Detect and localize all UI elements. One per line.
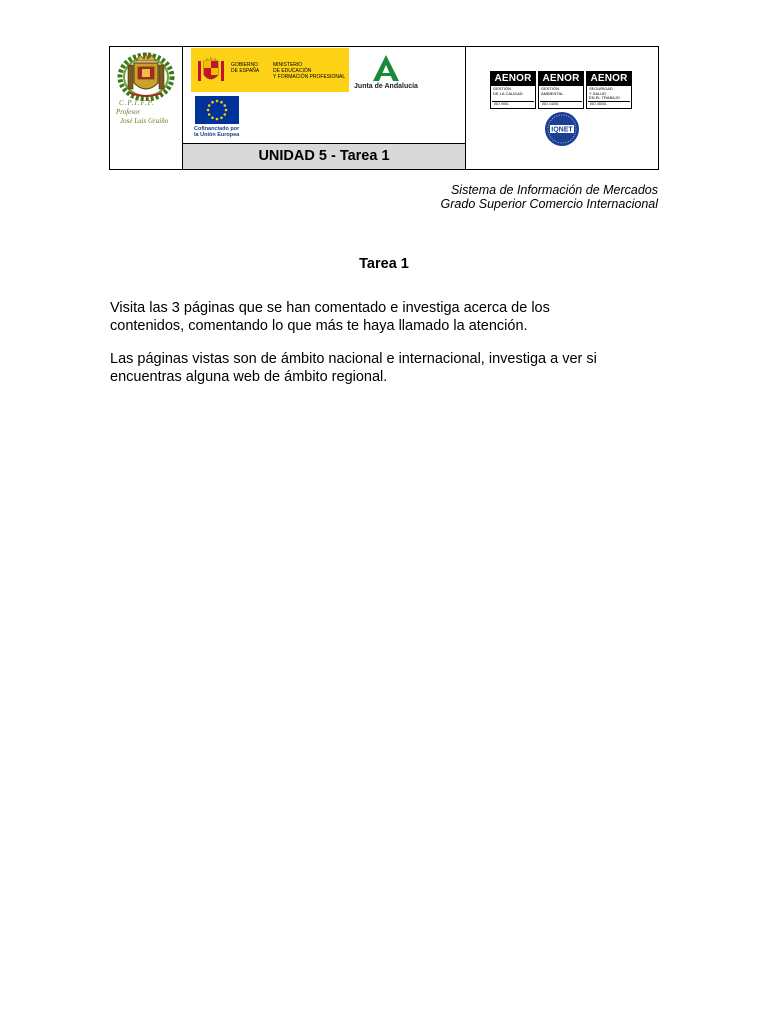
aenor-desc-line: DE LA CALIDAD — [493, 90, 523, 96]
aenor-code: ISO 14001 — [540, 101, 582, 107]
iqnet-label: IQNET — [551, 126, 573, 134]
aenor-code: ISO 9001 — [492, 101, 534, 107]
aenor-code: ISO 45001 — [588, 101, 630, 107]
gobierno-line: GOBIERNO — [231, 62, 258, 68]
iqnet-badge-icon — [543, 111, 581, 147]
ministerio-line: Y FORMACIÓN PROFESIONAL — [273, 74, 346, 80]
aenor-desc-line: GESTIÓN — [493, 86, 512, 91]
aenor-environment-badge — [538, 71, 584, 109]
eu-text-line: la Unión Europea — [194, 132, 240, 138]
eu-cofinanced-text — [194, 126, 239, 138]
unit-title: UNIDAD 5 - Tarea 1 — [183, 143, 466, 169]
ministerio-line: DE EDUCACIÓN — [273, 68, 312, 74]
gobierno-text — [231, 62, 259, 74]
crest-caption-line: Profesor — [116, 108, 141, 116]
course-subtitle — [300, 183, 658, 211]
gobierno-ministerio-logo — [191, 48, 349, 92]
aenor-desc-line: AMBIENTAL — [541, 90, 564, 96]
subject-name: Sistema de Información de Mercados — [450, 183, 658, 197]
aenor-desc-line: EN EL TRABAJO — [589, 95, 620, 100]
paragraph-line: encuentras alguna web de ámbito regional. — [110, 368, 388, 385]
ministerio-text — [273, 62, 345, 80]
task-paragraph-1 — [110, 300, 660, 335]
task-heading: Tarea 1 — [359, 256, 409, 272]
certifications-cell — [466, 47, 658, 169]
institution-logos-cell — [183, 47, 466, 143]
aenor-desc-line: SEGURIDAD — [589, 86, 613, 91]
aenor-brand: AENOR — [539, 72, 583, 86]
spain-coat-of-arms-icon — [196, 55, 226, 85]
junta-andalucia-label: Junta de Andalucía — [354, 83, 418, 90]
paragraph-line: Visita las 3 páginas que se han comentado e investiga acerca de los — [110, 300, 550, 316]
gobierno-line: DE ESPAÑA — [231, 68, 260, 74]
paragraph-line: contenidos, comentando lo que más te haya llamado la atención. — [110, 317, 528, 334]
aenor-certifications — [490, 71, 634, 109]
eu-flag-icon — [195, 96, 239, 124]
crest-caption-line: C.P.I.F.P. — [119, 99, 155, 107]
aenor-desc — [539, 86, 583, 96]
aenor-desc-line: GESTIÓN — [541, 86, 560, 91]
aenor-desc — [491, 86, 535, 96]
school-crest-cell — [110, 47, 183, 169]
eu-text-line: Cofinanciado por — [194, 126, 240, 132]
course-level: Grado Superior Comercio Internacional — [440, 197, 658, 211]
ministerio-line: MINISTERIO — [273, 62, 303, 68]
header-table — [109, 46, 659, 170]
aenor-quality-badge — [490, 71, 536, 109]
crest-caption — [116, 99, 182, 126]
aenor-brand: AENOR — [491, 72, 535, 86]
aenor-brand: AENOR — [587, 72, 631, 86]
aenor-desc — [587, 86, 631, 101]
junta-andalucia-logo-icon — [361, 53, 411, 83]
aenor-desc-line: Y SALUD — [589, 90, 607, 96]
crest-caption-line: José Luis Graiño — [120, 117, 169, 125]
aenor-safety-badge — [586, 71, 632, 109]
school-crest-logo — [116, 49, 176, 101]
paragraph-line: Las páginas vistas son de ámbito nacional e internacional, investiga a ver si — [110, 351, 597, 367]
task-paragraph-2 — [110, 351, 660, 386]
